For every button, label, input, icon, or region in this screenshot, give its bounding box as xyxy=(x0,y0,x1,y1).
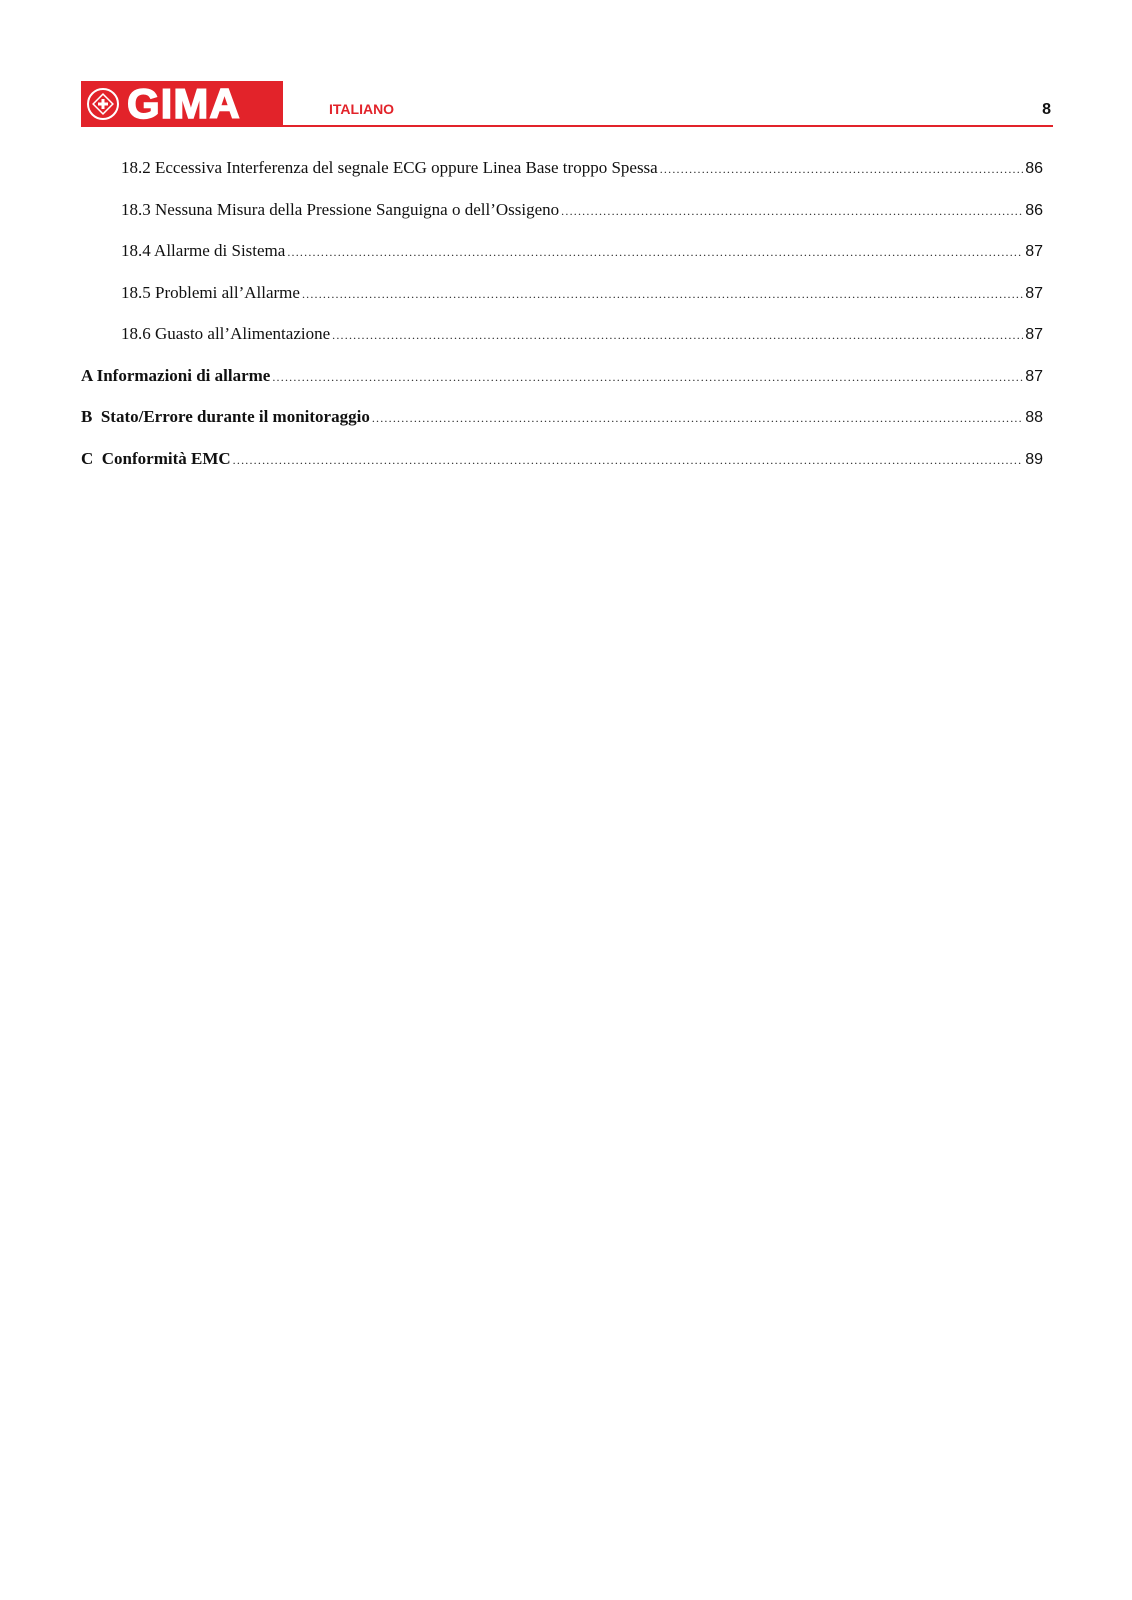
toc-entry-page: 87 xyxy=(1025,284,1043,302)
dot-leader xyxy=(372,411,1023,426)
logo-text: GIMA xyxy=(127,80,241,127)
dot-leader xyxy=(233,453,1024,468)
toc-entry-page: 87 xyxy=(1025,243,1043,260)
page-header xyxy=(81,81,1053,127)
header-divider xyxy=(283,125,1053,127)
table-of-contents xyxy=(81,158,1043,490)
toc-entry[interactable] xyxy=(81,158,1043,200)
toc-entry-page: 87 xyxy=(1025,326,1043,343)
dot-leader xyxy=(660,162,1023,177)
toc-entry-title: A Informazioni di allarme xyxy=(81,365,271,385)
dot-leader xyxy=(302,287,1023,302)
page-number: 8 xyxy=(1042,101,1051,118)
toc-entry[interactable] xyxy=(81,283,1043,325)
toc-entry-page: 87 xyxy=(1025,367,1043,385)
toc-entry-title: C Conformità EMC xyxy=(81,448,231,468)
dot-leader xyxy=(332,328,1023,343)
toc-section-entry[interactable] xyxy=(81,366,1043,408)
toc-entry-title: 18.5 Problemi all’Allarme xyxy=(121,282,300,302)
toc-entry-title: B Stato/Errore durante il monitoraggio xyxy=(81,407,370,426)
toc-entry-page: 86 xyxy=(1025,160,1043,177)
dot-leader xyxy=(561,204,1023,219)
toc-entry-title: 18.4 Allarme di Sistema xyxy=(121,241,286,260)
toc-entry[interactable] xyxy=(81,200,1043,242)
toc-section-entry[interactable] xyxy=(81,407,1043,449)
toc-entry-title: 18.3 Nessuna Misura della Pressione Sanguigna o dell’Ossigeno xyxy=(121,199,560,219)
toc-entry[interactable] xyxy=(81,241,1043,283)
toc-section-entry[interactable] xyxy=(81,449,1043,491)
dot-leader xyxy=(287,245,1023,260)
toc-entry-page: 86 xyxy=(1025,201,1043,219)
toc-entry-page: 88 xyxy=(1025,409,1043,426)
toc-entry-title: 18.2 Eccessiva Interferenza del segnale ECG oppure Linea Base troppo Spessa xyxy=(121,158,658,177)
toc-entry-page: 89 xyxy=(1025,450,1043,468)
toc-entry-title: 18.6 Guasto all’Alimentazione xyxy=(121,324,331,343)
gima-logo xyxy=(81,81,283,127)
toc-entry[interactable] xyxy=(81,324,1043,366)
language-label: ITALIANO xyxy=(329,101,395,117)
gima-seal-icon xyxy=(87,88,119,120)
dot-leader xyxy=(272,370,1023,385)
